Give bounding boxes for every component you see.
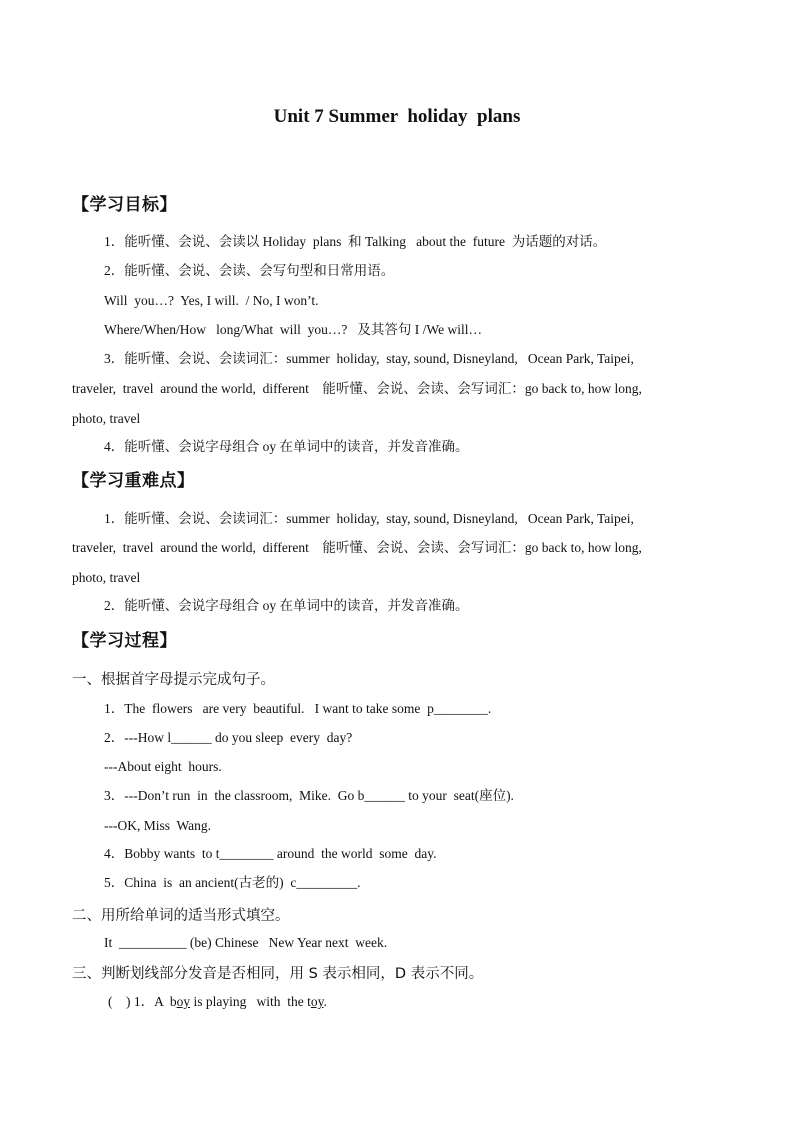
part3-item-1 bbox=[108, 993, 327, 1011]
keypoints-line-1: 1．能听懂、会说、会读词汇：summer holiday, stay, sound, Disneyland, Ocean Park, Taipei, bbox=[104, 511, 634, 526]
objectives-line-3: Will you…? Yes, I will. / No, I won’t. bbox=[104, 293, 319, 308]
part3-title: 三、判断划线部分发音是否相同，用 S 表示相同，D 表示不同。 bbox=[72, 966, 484, 982]
keypoints-heading: 【学习重难点】 bbox=[72, 471, 195, 491]
objectives-line-8: 4．能听懂、会说字母组合 oy 在单词中的读音，并发音准确。 bbox=[104, 439, 469, 454]
part1-title: 一、根据首字母提示完成句子。 bbox=[72, 672, 275, 688]
part3-q1-underline-1: oy bbox=[176, 994, 191, 1009]
objectives-line-1: 1．能听懂、会说、会读以 Holiday plans 和 Talking about the future 为话题的对话。 bbox=[104, 234, 607, 249]
part3-q1-middle: is playing with the t bbox=[190, 994, 311, 1009]
keypoints-line-4: 2．能听懂、会说字母组合 oy 在单词中的读音，并发音准确。 bbox=[104, 598, 469, 613]
part1-item-3-answer: ---OK, Miss Wang. bbox=[104, 818, 212, 833]
objectives-line-2: 2．能听懂、会说、会读、会写句型和日常用语。 bbox=[104, 263, 395, 278]
part3-q1-underline-2: oy bbox=[310, 994, 324, 1009]
part3-q1-prefix: ( ) 1．A b bbox=[108, 994, 177, 1009]
part1-item-1: 1．The flowers are very beautiful. I want to take some p________. bbox=[104, 701, 492, 716]
keypoints-line-3: photo, travel bbox=[72, 570, 141, 585]
objectives-line-6: traveler, travel around the world, different 能听懂、会说、会读、会写词汇：go back to, how long, bbox=[72, 381, 642, 396]
part1-item-4: 4．Bobby wants to t________ around the world some day. bbox=[104, 846, 437, 861]
page-title: Unit 7 Summer holiday plans bbox=[273, 106, 521, 127]
part3-q1-end: . bbox=[323, 994, 327, 1009]
objectives-heading: 【学习目标】 bbox=[72, 195, 177, 215]
process-heading: 【学习过程】 bbox=[72, 631, 177, 651]
part1-item-2-answer: ---About eight hours. bbox=[104, 759, 222, 774]
part1-item-2: 2．---How l______ do you sleep every day? bbox=[104, 730, 353, 745]
part2-title: 二、用所给单词的适当形式填空。 bbox=[72, 908, 290, 924]
keypoints-line-2: traveler, travel around the world, different 能听懂、会说、会读、会写词汇：go back to, how long, bbox=[72, 540, 642, 555]
part2-item-1: It __________ (be) Chinese New Year next week. bbox=[104, 935, 388, 950]
part1-item-3: 3．---Don’t run in the classroom, Mike. Go b______ to your seat(座位). bbox=[104, 788, 514, 803]
objectives-line-7: photo, travel bbox=[72, 411, 141, 426]
objectives-line-4: Where/When/How long/What will you…? 及其答句 I /We will… bbox=[104, 322, 482, 337]
objectives-line-5: 3．能听懂、会说、会读词汇：summer holiday, stay, sound, Disneyland, Ocean Park, Taipei, bbox=[104, 351, 634, 366]
part1-item-5: 5．China is an ancient(古老的) c_________. bbox=[104, 875, 361, 890]
